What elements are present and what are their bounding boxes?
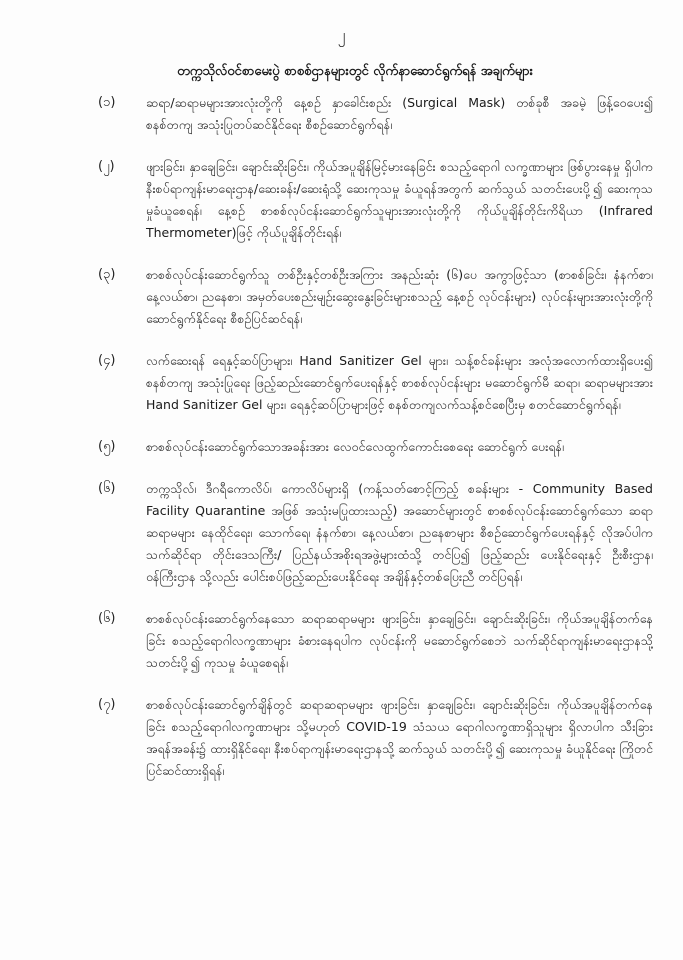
page-number: ၂: [337, 25, 346, 44]
item-text: စာစစ်လုပ်ငန်းဆောင်ရွက်ချိန်တွင် ဆရာဆရာမများ ဖျားခြင်း၊ နှာချေခြင်း၊ ချောင်းဆိုးခြင်း၊ ကိုယ်အပူချိန်တက်နေခြင်း စသည့်ရောဂါလက္ခဏာများ သို့မဟုတ် COVID-19 သံသယ ရောဂါလက္ခဏာရှိသူများ ရှိလာပါက သီးခြားအရန်အခန်း၌ ထားရှိနိုင်ရေး၊ နီးစပ်ရာကျန်းမာရေးဌာနသို့ ဆက်သွယ် သတင်းပို့၍ ဆေးကုသမှု ခံယူနိုင်ရေး ကြိုတင် ပြင်ဆင်ထားရှိရန်၊: [146, 697, 653, 778]
item-text: စာစစ်လုပ်ငန်းဆောင်ရွက်သောအခန်းအား လေဝင်လေထွက်ကောင်းစေရေး ဆောင်ရွက် ပေးရန်၊: [146, 439, 564, 454]
item-text: ဆရာ/ဆရာမများအားလုံးတို့ကို နေ့စဉ် နှာခေါင်းစည်း (Surgical Mask) တစ်ခုစီ အခမဲ့ ဖြန့်ဝေပေး၍ စနစ်တကျ အသုံးပြုတပ်ဆင်နိုင်ရေး စီစဉ်ဆောင်ရွက်ရန်၊: [146, 95, 653, 132]
list-item: [0, 264, 683, 330]
item-text: စာစစ်လုပ်ငန်းဆောင်ရွက်သူ တစ်ဦးနှင့်တစ်ဦးအကြား အနည်းဆုံး (၆)ပေ အကွာဖြင့်သာ (စာစစ်ခြင်း၊ နံနက်စာ၊ နေ့လယ်စာ၊ ညနေစာ၊ အမှတ်ပေးစည်းမျဉ်းဆွေးနွေးခြင်းများစသည့် နေ့စဉ် လုပ်ငန်းများ) လုပ်ငန်းများအားလုံးတို့ကို ဆောင်ရွက်နိုင်ရေး စီစဉ်ပြင်ဆင်ရန်၊: [146, 267, 653, 326]
item-text: တက္ကသိုလ်၊ ဒီဂရီကောလိပ်၊ ကောလိပ်များရှိ (ကန့်သတ်စောင့်ကြည့် စခန်းများ - Community Based Facility Quarantine အဖြစ် အသုံးမပြုထားသည့်) အဆောင်များတွင် စာစစ်လုပ်ငန်းဆောင်ရွက်သော ဆရာ ဆရာမများ နေထိုင်ရေး၊ သောက်ရေ၊ နံနက်စာ၊ နေ့လယ်စာ၊ ညနေစာများ စီစဉ်ဆောင်ရွက်ပေးရန်နှင့် လိုအပ်ပါက သက်ဆိုင်ရာ တိုင်းဒေသကြီး/ ပြည်နယ်အစိုးရအဖွဲ့များထံသို့ တင်ပြ၍ ဖြည့်ဆည်း ပေးနိုင်ရေးနှင့် ဦးစီးဌာန၊ ဝန်ကြီးဌာန သို့လည်း ပေါင်းစပ်ဖြည့်ဆည်းပေးနိုင်ရေး အချိန်နှင့်တစ်ပြေးညီ တင်ပြရန်၊: [146, 481, 653, 584]
item-text: စာစစ်လုပ်ငန်းဆောင်ရွက်နေသော ဆရာဆရာမများ ဖျားခြင်း၊ နှာချေခြင်း၊ ချောင်းဆိုးခြင်း၊ ကိုယ်အပူချိန်တက်နေခြင်း စသည့်ရောဂါလက္ခဏာများ ခံစားနေရပါက လုပ်ငန်းကို မဆောင်ရွက်စေဘဲ သက်ဆိုင်ရာကျန်းမာရေးဌာနသို့ သတင်းပို့၍ ကုသမှု ခံယူစေရန်၊: [146, 611, 653, 670]
instruction-list: [0, 92, 683, 802]
document-title: တက္ကသိုလ်ဝင်စာမေးပွဲ စာစစ်ဌာနများတွင် လိုက်နာဆောင်ရွက်ရန် အချက်များ: [177, 64, 533, 79]
item-number: (၃): [98, 267, 116, 282]
item-text: လက်ဆေးရန် ရေနှင့်ဆပ်ပြာများ၊ Hand Sanitizer Gel များ၊ သန့်စင်ခန်းများ အလုံအလောက်ထားရှိပေး၍ စနစ်တကျ အသုံးပြုရေး ဖြည့်ဆည်းဆောင်ရွက်ပေးရန်နှင့် စာစစ်လုပ်ငန်းများ မဆောင်ရွက်မီ ဆရာ၊ ဆရာမများအား Hand Sanitizer Gel များ၊ ရေနှင့်ဆပ်ပြာများဖြင့် စနစ်တကျလက်သန့်စင်စေပြီးမှ စတင်ဆောင်ရွက်ရန်၊: [146, 353, 653, 412]
item-text: ဖျားခြင်း၊ နှာချေခြင်း၊ ချောင်းဆိုးခြင်း၊ ကိုယ်အပူချိန်မြင့်မားနေခြင်း စသည့်ရောဂါ လက္ခဏာများ ဖြစ်ပွားနေမှု ရှိပါက နီးစပ်ရာကျန်းမာရေးဌာန/ဆေးခန်း/ဆေးရုံသို့ ဆေးကုသမှု ခံယူရန်အတွက် ဆက်သွယ် သတင်းပေးပို့၍ ဆေးကုသမှုခံယူစေရန်၊ နေ့စဉ် စာစစ်လုပ်ငန်းဆောင်ရွက်သူများအားလုံးတို့ကို ကိုယ်ပူချိန်တိုင်းကိရိယာ (Infrared Thermometer)ဖြင့် ကိုယ်ပူချိန်တိုင်းရန်၊: [146, 159, 653, 240]
list-item: [0, 350, 683, 416]
item-number: (၆): [98, 481, 116, 496]
item-number: (၇): [98, 697, 116, 712]
list-item: [0, 156, 683, 244]
item-number: (၅): [98, 439, 116, 454]
list-item: [0, 436, 683, 458]
list-item: [0, 92, 683, 136]
item-number: (၁): [98, 95, 116, 110]
list-item: [0, 694, 683, 782]
list-item: [0, 608, 683, 674]
item-number: (၄): [98, 353, 116, 368]
list-item: [0, 478, 683, 588]
item-number: (၂): [98, 159, 115, 174]
item-number: (၆): [98, 611, 116, 626]
